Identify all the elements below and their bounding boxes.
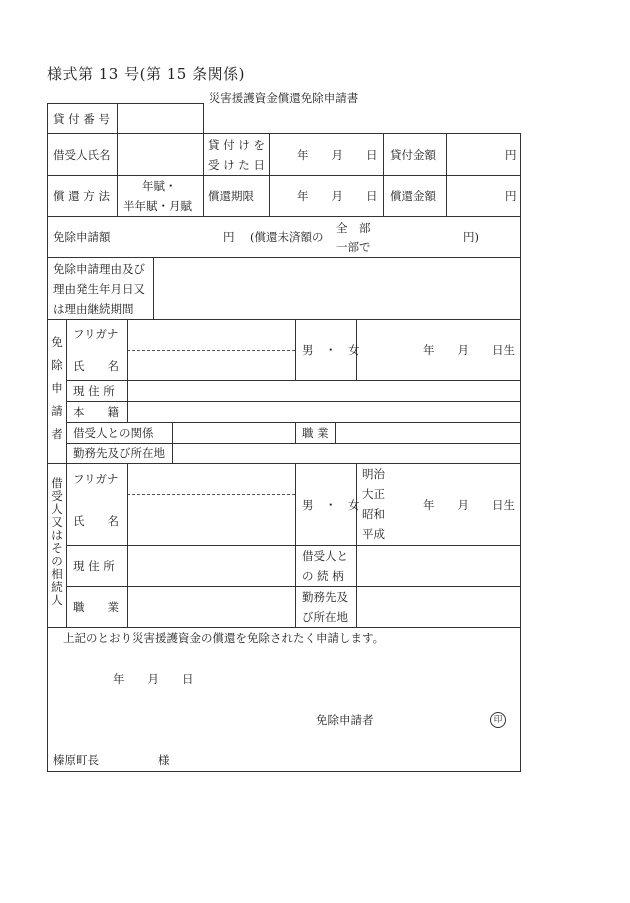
applicant-relation-label: 借受人との関係: [73, 426, 154, 440]
loan-number-label: 貸 付 番 号: [53, 112, 110, 126]
heir-birthdate: 年 月 日生: [423, 498, 515, 512]
applicant-workplace-label: 勤務先及び所在地: [73, 446, 165, 460]
heir-furigana-label: フリガナ: [73, 472, 119, 486]
repay-method-option1: 年賦・: [142, 179, 177, 193]
unpaid-prefix: (償還未済額の: [250, 230, 324, 244]
addressee: 榛原町長: [53, 753, 99, 767]
applicant-occupation-label: 職 業: [302, 426, 329, 440]
repay-method-label: 償 還 方 法: [53, 189, 110, 203]
reason-label-line3: は理由継続期間: [53, 302, 134, 316]
form-number: 様式第 13 号(第 15 条関係): [47, 65, 245, 83]
heir-workplace-label-line1: 勤務先及: [302, 590, 348, 604]
applicant-honseki-label: 本 籍: [73, 405, 119, 419]
era-meiji: 明治: [362, 467, 385, 481]
era-heisei: 平成: [362, 527, 385, 541]
heir-gender: 男 ・ 女: [302, 498, 360, 512]
applicant-section-label: 免 除 申 請 者: [51, 335, 63, 441]
heir-name-label: 氏 名: [73, 514, 119, 528]
reason-label-line2: 理由発生年月日又: [53, 282, 145, 296]
declaration-statement: 上記のとおり災害援護資金の償還を免除されたく申請します。: [63, 631, 385, 645]
loan-amount-label: 貸付金額: [390, 148, 436, 162]
heir-relation-label-line2: の 続 柄: [302, 569, 344, 583]
heir-relation-label-line1: 借受人と: [302, 549, 348, 563]
heir-address-label: 現 住 所: [73, 559, 115, 573]
reason-label-line1: 免除申請理由及び: [53, 262, 145, 276]
loan-amount-yen: 円: [505, 148, 517, 162]
heir-section-label: 借 受 人 又 は そ の 相 続 人: [51, 476, 63, 607]
heir-occupation-label: 職 業: [73, 600, 119, 614]
applicant-address-label: 現 住 所: [73, 384, 115, 398]
repay-amount-yen: 円: [505, 189, 517, 203]
borrower-name-label: 借受人氏名: [53, 148, 111, 162]
era-showa: 昭和: [362, 507, 385, 521]
seal-icon: 印: [490, 712, 506, 728]
exemption-yen: 円: [223, 230, 235, 244]
loan-date-label-line1: 貸 付 け を: [208, 138, 265, 152]
loan-date-label-line2: 受 け た 日: [208, 158, 265, 172]
era-taisho: 大正: [362, 487, 385, 501]
heir-workplace-label-line2: び所在地: [302, 610, 348, 624]
loan-date-ymd: 年 月 日: [297, 148, 378, 162]
option-all: 全 部: [336, 221, 371, 235]
applicant-furigana-label: フリガナ: [73, 327, 119, 341]
option-part: 一部で: [336, 240, 371, 254]
declaration-date: 年 月 日: [113, 672, 194, 686]
repay-amount-label: 償還金額: [390, 189, 436, 203]
applicant-gender: 男 ・ 女: [302, 343, 360, 357]
applicant-name-label: 氏 名: [73, 359, 119, 373]
form-title: 災害援護資金償還免除申請書: [208, 91, 359, 105]
applicant-birthdate: 年 月 日生: [423, 343, 515, 357]
unpaid-yen-close: 円): [463, 230, 479, 244]
applicant-signature-label: 免除申請者: [316, 713, 374, 727]
repay-method-option2: 半年賦・月賦: [123, 199, 192, 213]
repay-deadline-ymd: 年 月 日: [297, 189, 378, 203]
repay-deadline-label: 償還期限: [208, 189, 254, 203]
honorific: 様: [158, 753, 170, 767]
exemption-amount-label: 免除申請額: [53, 230, 111, 244]
